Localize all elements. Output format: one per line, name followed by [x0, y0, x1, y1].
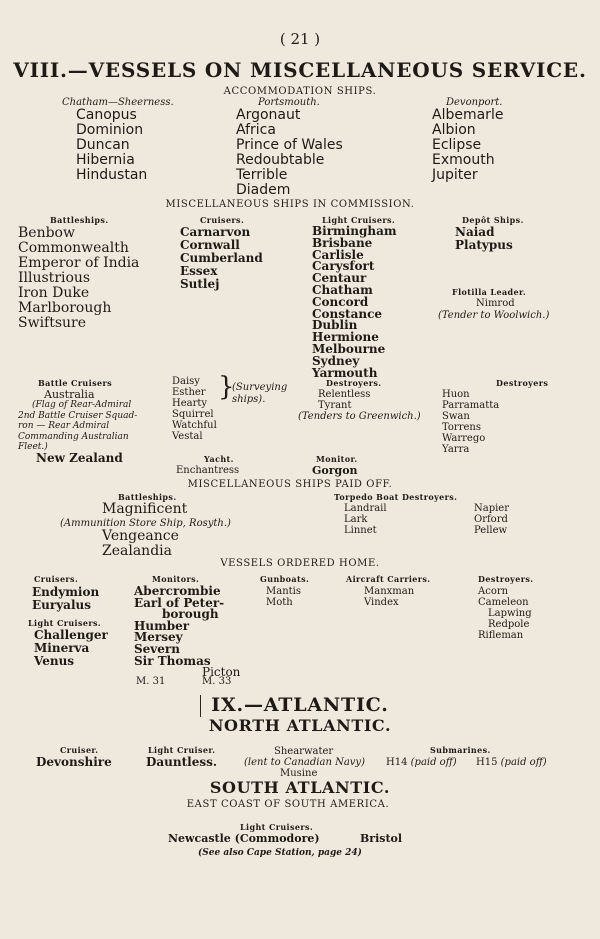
oh-cruisers-label: Cruisers.	[34, 574, 79, 584]
oh-gunboats-list	[266, 586, 301, 608]
list-item: Carnarvon	[180, 225, 251, 239]
note-line: Commanding Australian	[18, 431, 129, 442]
devonshire: Devonshire	[36, 755, 112, 769]
light-cruisers-list	[312, 226, 397, 379]
list-item: Brisbane	[312, 235, 373, 250]
list-item: Watchful	[172, 420, 217, 431]
sub-note: (paid off)	[500, 757, 547, 768]
note-line: ron — Rear Admiral	[18, 421, 110, 431]
oh-aircraft-label: Aircraft Carriers.	[346, 574, 431, 584]
list-item: Hearty	[172, 398, 208, 409]
flotilla-label: Flotilla Leader.	[452, 287, 527, 297]
dauntless: Dauntless.	[146, 755, 218, 769]
section-ix-title: IX.—ATLANTIC.	[211, 694, 389, 716]
list-item: Carysfort	[312, 259, 375, 274]
torpedo-col-1	[344, 503, 387, 536]
list-item: Africa	[236, 122, 276, 138]
list-item: Zealandia	[102, 543, 172, 559]
list-item: Duncan	[76, 137, 130, 153]
torpedo-label: Torpedo Boat Destroyers.	[334, 492, 458, 502]
monitor-m33: M. 33	[202, 676, 232, 687]
list-item: Humber	[134, 618, 190, 633]
south-atlantic-heading: SOUTH ATLANTIC.	[209, 778, 391, 797]
list-item: Vestal	[172, 431, 203, 442]
list-item: Venus	[34, 654, 75, 668]
list-item: Constance	[312, 306, 383, 321]
light-cruisers-label: Light Cruisers.	[322, 215, 396, 225]
monitor-label: Monitor.	[316, 454, 358, 464]
submarine-h15	[476, 757, 547, 768]
submarines-label: Submarines.	[430, 745, 491, 755]
list-item: Carlisle	[312, 247, 364, 262]
list-item: Torrens	[442, 422, 481, 433]
list-item: Yarra	[442, 444, 470, 455]
list-item: Chatham	[312, 282, 373, 297]
list-item: Linnet	[344, 525, 377, 536]
monitor-m31: M. 31	[136, 676, 166, 687]
list-item: Eclipse	[432, 137, 482, 153]
battleships-list	[18, 226, 139, 331]
oh-gunboats-label: Gunboats.	[260, 574, 310, 584]
list-item: Hindustan	[76, 167, 148, 183]
list-item: Minerva	[34, 641, 90, 655]
sub-name: H14	[386, 757, 408, 768]
list-item: Mantis	[266, 586, 301, 597]
destroyers-label-2: Destroyers	[496, 378, 549, 388]
list-item: Prince of Wales	[236, 137, 343, 153]
ordered-home-heading: VESSELS ORDERED HOME.	[220, 558, 380, 569]
portsmouth-ships	[236, 108, 343, 198]
oh-destroyers-list	[478, 586, 532, 641]
brace-glyph: }	[218, 372, 235, 402]
list-item: Moth	[266, 597, 293, 608]
accommodation-heading: ACCOMMODATION SHIPS.	[223, 86, 377, 97]
destroyers-2-list	[442, 389, 499, 455]
list-item: Squirrel	[172, 409, 214, 420]
chatham-ships	[76, 108, 147, 183]
list-item: Picton	[202, 665, 241, 680]
sub-name: H15	[476, 757, 498, 768]
list-item: Albion	[432, 122, 476, 138]
paid-battleships-label: Battleships.	[118, 492, 177, 502]
list-item: Orford	[474, 514, 508, 525]
list-item: Albemarle	[432, 107, 504, 123]
list-item: Esther	[172, 387, 206, 398]
commission-heading: MISCELLANEOUS SHIPS IN COMMISSION.	[165, 199, 415, 210]
yacht: Enchantress	[176, 465, 240, 476]
list-item: Parramatta	[442, 400, 500, 411]
cruisers-list	[180, 226, 263, 291]
australia-note	[18, 400, 137, 453]
musine: Musine	[280, 768, 318, 779]
list-item: Sutlej	[180, 277, 220, 291]
oh-light-cruisers-label: Light Cruisers.	[28, 618, 102, 628]
surveying-ships-list	[172, 376, 217, 442]
monitor: Gorgon	[312, 464, 358, 477]
note-line: Fleet.)	[18, 442, 48, 452]
list-item: Endymion	[32, 585, 100, 599]
oh-aircraft-list	[364, 586, 414, 608]
destroyers-tenders-list	[318, 389, 370, 411]
list-item: Argonaut	[236, 107, 301, 123]
list-item: Severn	[134, 641, 180, 656]
list-item: Cornwall	[180, 238, 240, 252]
list-item: Cameleon	[478, 597, 529, 608]
battle-cruisers-label: Battle Cruisers	[38, 378, 112, 388]
sub-note: (paid off)	[410, 757, 457, 768]
devonport-label: Devonport.	[446, 97, 503, 108]
newcastle: Newcastle (Commodore)	[168, 832, 320, 845]
devonport-ships	[432, 108, 503, 183]
battle-cruiser-australia: Australia	[44, 388, 95, 401]
see-note: (See also Cape Station, page 24)	[198, 848, 362, 858]
list-item: Marlborough	[18, 300, 112, 316]
note-line: (Flag of Rear-Admiral	[32, 400, 132, 410]
list-item: Abercrombie	[134, 584, 221, 598]
battleships-label: Battleships.	[50, 215, 109, 225]
depot-list	[455, 226, 513, 252]
list-item: Dublin	[312, 318, 358, 333]
north-atlantic-heading: NORTH ATLANTIC.	[208, 716, 392, 735]
list-item: borough	[162, 607, 219, 622]
list-item: Emperor of India	[18, 255, 140, 271]
list-item: Birmingham	[312, 224, 397, 238]
list-item: Illustrious	[18, 270, 91, 286]
yacht-label: Yacht.	[204, 454, 234, 464]
bristol: Bristol	[360, 832, 403, 845]
list-item: Swiftsure	[18, 315, 87, 331]
flotilla-ship: Nimrod	[476, 298, 515, 309]
ix-cruiser-label: Cruiser.	[60, 745, 99, 755]
list-item: Iron Duke	[18, 285, 90, 301]
list-item: Tyrant	[318, 400, 352, 411]
oh-light-cruisers-list	[34, 629, 108, 668]
list-item: Yarmouth	[312, 365, 378, 380]
list-item: Jupiter	[432, 167, 478, 183]
list-item: Lapwing	[488, 608, 532, 619]
list-item: Relentless	[318, 389, 371, 400]
list-item: Daisy	[172, 376, 200, 387]
oh-monitors-list	[134, 586, 240, 679]
list-item: Rifleman	[478, 630, 524, 641]
magnificent-note: (Ammunition Store Ship, Rosyth.)	[60, 518, 231, 529]
note-line: 2nd Battle Cruiser Squad-	[18, 410, 138, 421]
destroyers-tenders-note: (Tenders to Greenwich.)	[298, 411, 421, 422]
list-item: Hermione	[312, 330, 379, 345]
battle-cruiser-new-zealand: New Zealand	[36, 451, 123, 465]
surveying-note: (Surveying ships).	[232, 382, 288, 405]
flotilla-note: (Tender to Woolwich.)	[438, 310, 550, 321]
list-item: Warrego	[442, 433, 486, 444]
list-item: Diadem	[236, 182, 291, 198]
list-item: Earl of Peter-	[134, 595, 225, 610]
list-item: Dominion	[76, 122, 144, 138]
list-item: Lark	[344, 514, 368, 525]
list-item: Commonwealth	[18, 240, 129, 256]
list-item: Naiad	[455, 225, 495, 239]
title-mark	[200, 695, 201, 717]
cruisers-label: Cruisers.	[200, 215, 245, 225]
list-item: Redpole	[488, 619, 530, 630]
list-item: Landrail	[344, 503, 387, 514]
destroyers-label: Destroyers.	[326, 378, 382, 388]
section-viii-title: VIII.—VESSELS ON MISCELLANEOUS SERVICE.	[13, 58, 587, 82]
list-item: Canopus	[76, 107, 137, 123]
list-item: Sydney	[312, 353, 360, 368]
list-item: Swan	[442, 411, 470, 422]
depot-label: Depôt Ships.	[462, 215, 524, 225]
list-item: Sir Thomas	[134, 653, 211, 668]
list-item: Pellew	[474, 525, 508, 536]
list-item: Challenger	[34, 628, 108, 642]
page-number: ( 21 )	[279, 30, 321, 48]
list-item: Concord	[312, 294, 369, 309]
list-item: Exmouth	[432, 152, 495, 168]
ix-light-cruisers-label: Light Cruisers.	[240, 822, 314, 832]
list-item: Platypus	[455, 238, 513, 252]
list-item: Centaur	[312, 271, 367, 286]
list-item: Terrible	[236, 167, 288, 183]
list-item: Huon	[442, 389, 470, 400]
list-item: Acorn	[478, 586, 509, 597]
ix-light-cruiser-label: Light Cruiser.	[148, 745, 216, 755]
magnificent: Magnificent	[102, 501, 188, 517]
chatham-label: Chatham—Sheerness.	[62, 97, 174, 108]
oh-monitors-label: Monitors.	[152, 574, 200, 584]
list-item: Essex	[180, 264, 218, 278]
paid-battleships-rest	[102, 529, 179, 559]
oh-cruisers-list	[32, 586, 99, 612]
list-item: Melbourne	[312, 341, 386, 356]
paid-off-heading: MISCELLANEOUS SHIPS PAID OFF.	[187, 479, 393, 490]
submarine-h14	[386, 757, 457, 768]
list-item: Vindex	[364, 597, 399, 608]
torpedo-col-2	[474, 503, 509, 536]
list-item: Cumberland	[180, 251, 263, 265]
list-item: Redoubtable	[236, 152, 325, 168]
oh-destroyers-label: Destroyers.	[478, 574, 534, 584]
east-coast-heading: EAST COAST OF SOUTH AMERICA.	[186, 799, 390, 810]
shearwater-note: (lent to Canadian Navy)	[244, 757, 365, 768]
list-item: Vengeance	[102, 528, 179, 544]
list-item: Napier	[474, 503, 510, 514]
portsmouth-label: Portsmouth.	[258, 97, 320, 108]
list-item: Hibernia	[76, 152, 135, 168]
list-item: Manxman	[364, 586, 415, 597]
list-item: Euryalus	[32, 598, 91, 612]
list-item: Benbow	[18, 225, 75, 241]
shearwater: Shearwater	[274, 746, 334, 757]
list-item: Mersey	[134, 630, 183, 645]
